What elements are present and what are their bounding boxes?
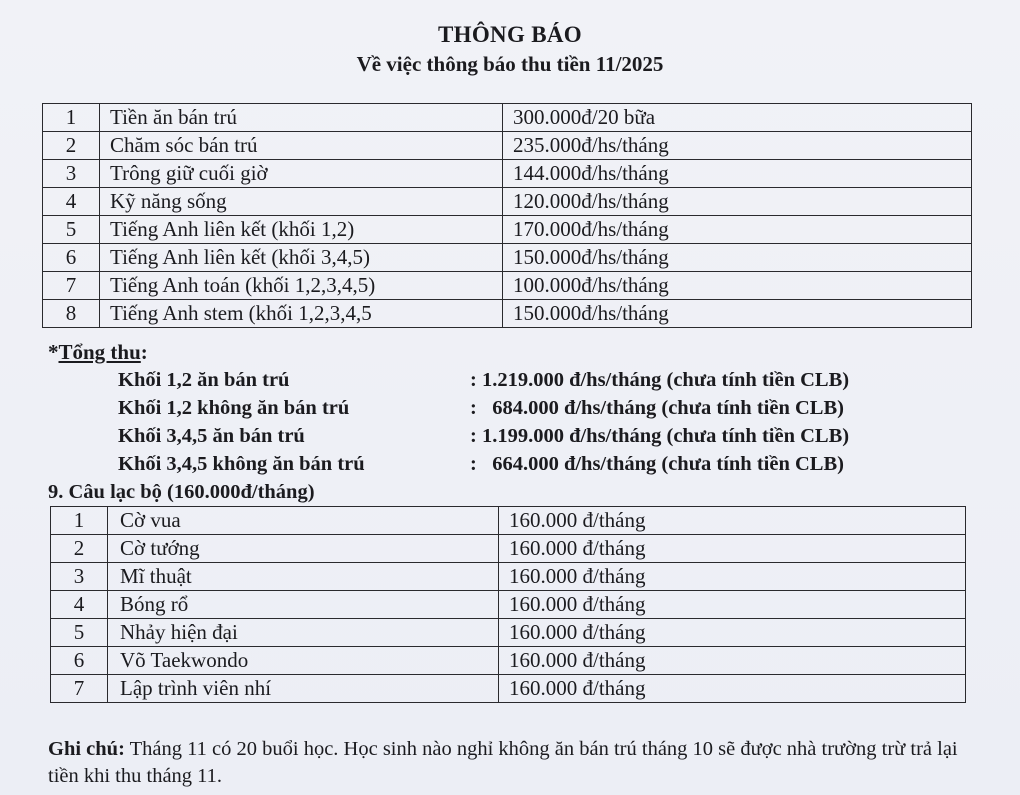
table-row [51,563,966,591]
club-name: Võ Taekwondo [108,647,499,675]
row-number: 6 [43,244,100,272]
totals-suffix: : [140,340,148,364]
fee-price: 150.000đ/hs/tháng [503,300,972,328]
club-name: Lập trình viên nhí [108,675,499,703]
club-name: Bóng rổ [108,591,499,619]
club-price: 160.000 đ/tháng [499,535,966,563]
fee-price: 170.000đ/hs/tháng [503,216,972,244]
table-row [43,132,972,160]
fee-name: Trông giữ cuối giờ [100,160,503,188]
fee-name: Tiền ăn bán trú [100,104,503,132]
fee-price: 300.000đ/20 bữa [503,104,972,132]
total-row [118,397,844,420]
club-name: Cờ tướng [108,535,499,563]
club-price: 160.000 đ/tháng [499,507,966,535]
club-price: 160.000 đ/tháng [499,647,966,675]
row-number: 2 [51,535,108,563]
fee-name: Tiếng Anh stem (khối 1,2,3,4,5 [100,300,503,328]
totals-heading [48,340,148,365]
club-name: Cờ vua [108,507,499,535]
row-number: 7 [43,272,100,300]
table-row [43,160,972,188]
club-name: Mĩ thuật [108,563,499,591]
row-number: 5 [51,619,108,647]
row-number: 1 [51,507,108,535]
table-row [43,104,972,132]
club-table [50,506,966,703]
table-row [43,244,972,272]
total-label: Khối 3,4,5 ăn bán trú [118,425,305,447]
table-row [51,675,966,703]
total-value: : 684.000 đ/hs/tháng (chưa tính tiền CLB) [470,397,844,419]
table-row [43,216,972,244]
total-row [118,369,849,392]
fee-name: Tiếng Anh liên kết (khối 1,2) [100,216,503,244]
fee-price: 120.000đ/hs/tháng [503,188,972,216]
table-row [51,619,966,647]
note-text: Tháng 11 có 20 buổi học. Học sinh nào nghỉ không ăn bán trú tháng 10 sẽ được nhà trường trừ trả lại tiền khi thu tháng 11. [48,738,958,787]
row-number: 8 [43,300,100,328]
row-number: 6 [51,647,108,675]
fee-name: Tiếng Anh toán (khối 1,2,3,4,5) [100,272,503,300]
club-price: 160.000 đ/tháng [499,675,966,703]
table-row [43,300,972,328]
row-number: 4 [51,591,108,619]
fee-price: 100.000đ/hs/tháng [503,272,972,300]
fee-price: 235.000đ/hs/tháng [503,132,972,160]
row-number: 5 [43,216,100,244]
fee-name: Kỹ năng sống [100,188,503,216]
total-label: Khối 1,2 ăn bán trú [118,369,290,391]
page-title: THÔNG BÁO [438,22,582,47]
page-subtitle: Về việc thông báo thu tiền 11/2025 [356,52,664,76]
total-row [118,453,844,476]
table-row [43,188,972,216]
table-row [51,591,966,619]
row-number: 1 [43,104,100,132]
fee-price: 144.000đ/hs/tháng [503,160,972,188]
total-value: : 1.219.000 đ/hs/tháng (chưa tính tiền CLB) [470,369,850,391]
total-value: : 1.199.000 đ/hs/tháng (chưa tính tiền CLB) [470,425,850,447]
total-label: Khối 1,2 không ăn bán trú [118,397,350,419]
fee-table [42,103,972,328]
club-price: 160.000 đ/tháng [499,591,966,619]
club-price: 160.000 đ/tháng [499,619,966,647]
note-label: Ghi chú: [48,738,125,760]
club-price: 160.000 đ/tháng [499,563,966,591]
note-paragraph [48,736,988,790]
table-row [51,507,966,535]
totals-prefix: * [48,340,59,364]
row-number: 3 [43,160,100,188]
table-row [51,647,966,675]
row-number: 2 [43,132,100,160]
fee-name: Chăm sóc bán trú [100,132,503,160]
fee-name: Tiếng Anh liên kết (khối 3,4,5) [100,244,503,272]
total-value: : 664.000 đ/hs/tháng (chưa tính tiền CLB) [470,453,844,475]
row-number: 3 [51,563,108,591]
table-row [43,272,972,300]
totals-heading-text: Tổng thu [58,340,141,364]
club-name: Nhảy hiện đại [108,619,499,647]
total-row [118,425,849,448]
row-number: 4 [43,188,100,216]
total-label: Khối 3,4,5 không ăn bán trú [118,453,365,475]
table-row [51,535,966,563]
fee-price: 150.000đ/hs/tháng [503,244,972,272]
clubs-heading: 9. Câu lạc bộ (160.000đ/tháng) [48,481,315,503]
row-number: 7 [51,675,108,703]
